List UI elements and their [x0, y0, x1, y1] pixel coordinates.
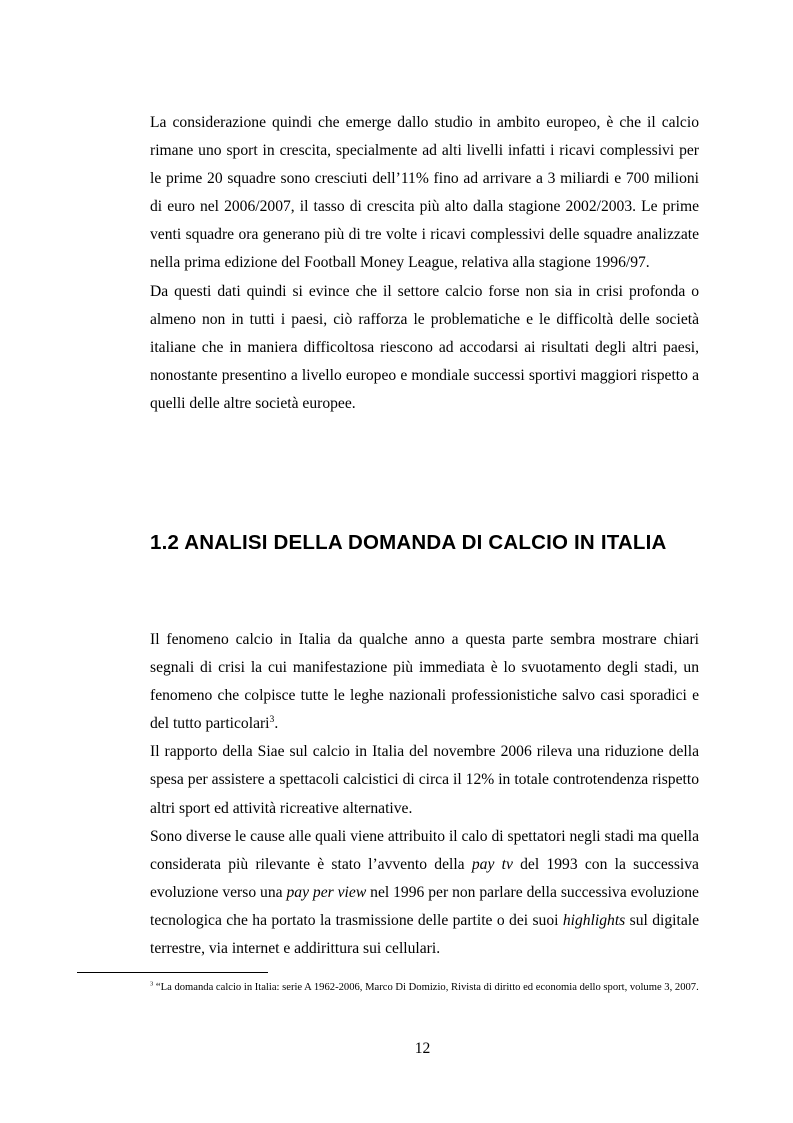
section-2-text — [150, 626, 699, 963]
paragraph-italian-clubs: Da questi dati quindi si evince che il settore calcio forse non sia in crisi profonda o almeno non in tutti i paesi, ciò rafforza le problematiche e le difficoltà delle società italiane che in maniera difficoltosa riescono ad accodarsi ai risultati degli altri paesi, nonostante presentino a livello europeo e mondiale successi sportivi maggiori rispetto a quelli delle altre società europee. — [150, 282, 699, 412]
footnote-reference: 3 — [269, 714, 275, 726]
causes-text-a: Sono diverse le cause alle quali viene attribuito il calo di spettatori negli stadi ma quella considerata più rilevante è stato l’avvento della — [150, 827, 699, 873]
causes-text-c: nel 1996 per non parlare della successiva evoluzione tecnologica che ha portato la trasmissione delle partite o dei suoi — [150, 883, 699, 929]
section-1-text — [150, 109, 699, 418]
term-highlights: highlights — [562, 911, 626, 929]
term-pay-tv: pay tv — [471, 855, 513, 873]
footnote-text: “La domanda calcio in Italia: serie A 1962-2006, Marco Di Domizio, Rivista di diritto ed economia dello sport, volume 3, 2007. — [153, 982, 699, 993]
paragraph-causes — [150, 823, 699, 963]
paragraph-money-league: La considerazione quindi che emerge dallo studio in ambito europeo, è che il calcio rimane uno sport in crescita, specialmente ad alti livelli infatti i ricavi complessivi per le prime 20 squadre sono cresciuti dell’11% fino ad arrivare a 3 miliardi e 700 milioni di euro nel 2006/2007, il tasso di crescita più alto dalla stagione 2002/2003. Le prime venti squadre ora generano più di tre volte i ricavi complessivi delle squadre analizzate nella prima edizione del Football Money League, relativa alla stagione 1996/97. — [150, 114, 699, 272]
footnote-number: 3 — [150, 980, 154, 988]
causes-text-b: del 1993 con la successiva evoluzione verso una — [150, 855, 699, 901]
paragraph-crisis-end: . — [274, 715, 279, 733]
paragraph-crisis-text: Il fenomeno calcio in Italia da qualche anno a questa parte sembra mostrare chiari segnali di crisi la cui manifestazione più immediata è lo svuotamento degli stadi, un fenomeno che colpisce tutte le leghe nazionali professionistiche salvo casi sporadici e del tutto particolari — [150, 631, 699, 733]
paragraph-siae-report: Il rapporto della Siae sul calcio in Italia del novembre 2006 rileva una riduzione della spesa per assistere a spettacoli calcistici di circa il 12% in totale controtendenza rispetto altri sport ed attività ricreative alternative. — [150, 743, 699, 817]
footnote — [150, 980, 699, 995]
paragraph-crisis — [150, 626, 699, 738]
section-heading: 1.2 ANALISI DELLA DOMANDA DI CALCIO IN ITALIA — [150, 531, 667, 554]
term-pay-per-view: pay per view — [286, 883, 367, 901]
footnote-divider — [77, 972, 268, 973]
causes-text-d: sul digitale terrestre, via internet e addirittura sui cellulari. — [150, 911, 699, 958]
page-number: 12 — [414, 1040, 431, 1057]
